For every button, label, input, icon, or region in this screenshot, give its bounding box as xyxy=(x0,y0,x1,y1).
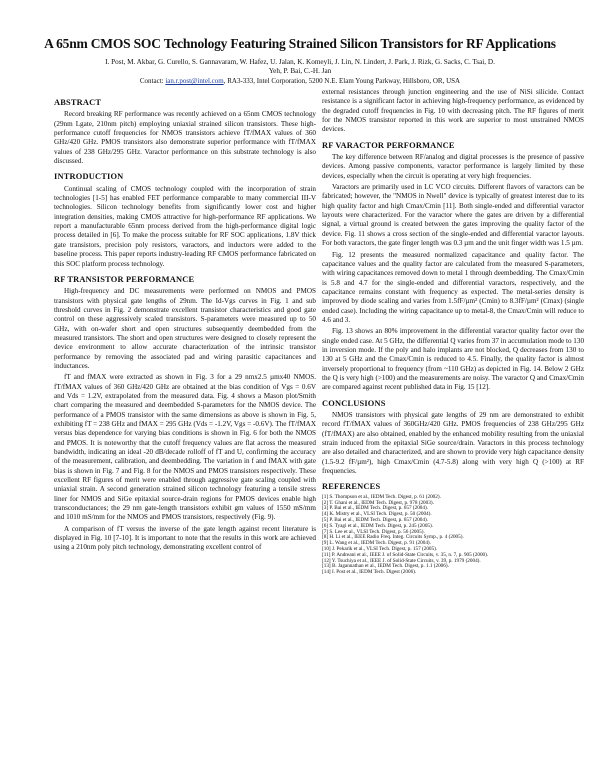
author-list xyxy=(20,58,580,76)
author-line-2: Yeh, P. Bai, C.-H. Jan xyxy=(268,67,332,75)
reference-item: [2] T. Ghani et al., IEDM Tech. Digest, p. 978 (2003). xyxy=(322,499,434,506)
reference-item: [14] I. Post et al., IEDM Tech. Digest (2006). xyxy=(322,569,417,576)
rf-transistor-heading: RF TRANSISTOR PERFORMANCE xyxy=(54,274,195,284)
rf-transistor-paragraph-3: A comparison of fT versus the inverse of the gate length against recent literature is displayed in Fig. 10 [7-10]. It is important to note that the results in this work are achieved using a 210nm poly pitch technology, demonstrating excellent control of xyxy=(54,524,316,552)
conclusions-text: NMOS transistors with physical gate lengths of 29 nm are demonstrated to exhibit record fT/fMAX values of 360GHz/420 GHz. PMOS frequencies of 238 GHz/295 GHz (fT/fMAX) are also obtained, enabled by the enhanced mobility resulting from the uniaxial strain induced from the epitaxial SiGe source/drain. Varactors in this process technology are also detailed and characterized, and are shown to provide very high capacitance density (1.5-9.2 fF/µm²), high Cmax/Cmin (4.7-5.8) along with very high Q (>100) at RF frequencies. xyxy=(322,411,584,476)
right-column xyxy=(322,88,584,576)
reference-item: [1] S. Thompson et al., IEDM Tech. Digest, p. 61 (2002). xyxy=(322,493,441,500)
reference-item: [13] B. Jagannathan et al., IEDM Tech. Digest, p. 1.1 (2006). xyxy=(322,563,449,570)
reference-item: [11] P. Andreani et al., IEEE J. of Solid-State Circuits, v. 35, n. 7, p. 905 (2000). xyxy=(322,551,489,558)
paper-title: A 65nm CMOS SOC Technology Featuring Strained Silicon Transistors for RF Applications xyxy=(44,36,556,51)
reference-item: [10] J. Pekarik et al., VLSI Tech. Digest, p. 157 (2005). xyxy=(322,545,438,552)
author-line-1: I. Post, M. Akbar, G. Curello, S. Gannavaram, W. Hafez, U. Jalan, K. Komeyli, J. Lin, N. Lindert, J. Park, J. Rizk, G. Sacks, C. Tsai, D. xyxy=(105,58,495,66)
contact-email-link[interactable]: ian.r.post@intel.com xyxy=(165,77,224,85)
varactor-paragraph-3: Fig. 12 presents the measured normalized capacitance and quality factor. The capacitance values and the quality factor are calculated from the measured S-parameters, with wiring capacitances removed down to metal 1 through deembedding. The Cmax/Cmin is 5.8 and 4.7 for the single-ended and differential varactors, respectively, and the capacitance remains constant with frequency as expected. The metal-series density is improved by diode scaling and varies from 1.5fF/µm² (Cmin) to 8.3fF/µm² (Cmax) (single ended case). Including the wiring capacitance up to metal-8, the Cmax/Cmin will reduce to 4.6 and 3. xyxy=(322,250,584,324)
reference-item: [4] K. Mistry et al., VLSI Tech. Digest, p. 50 (2004). xyxy=(322,511,432,518)
reference-item: [9] L. Wang et al., IEDM Tech. Digest, p. 91 (2004). xyxy=(322,540,431,547)
varactor-heading: RF VARACTOR PERFORMANCE xyxy=(322,140,455,150)
contact-line xyxy=(20,77,580,86)
reference-item: [12] Y. Tsuchiya et al., IEEE J. of Solid-State Circuits, v. 39, p. 1979 (2004). xyxy=(322,557,481,564)
abstract-text: Record breaking RF performance was recently achieved on a 65nm CMOS technology (29nm Lgate, 210nm pitch) employing uniaxial strained silicon transistors. These high-performance cutoff frequencies for NMOS transistors achieve fT/fMAX values of 360 GHz/420 GHz. PMOS transistors also demonstrate superior performance with fT/fMAX values of 238 GHz/295 GHz. Varactor performance on this substrate technology is also discussed. xyxy=(54,110,316,166)
varactor-paragraph-1: The key difference between RF/analog and digital processes is the presence of passive devices. Among passive components, varactor performance is largely limited by these devices, especially when the circuit is operating at very high frequencies. xyxy=(322,153,584,180)
reference-item: [5] P. Bai et al., IEDM Tech. Digest, p. 657 (2004). xyxy=(322,516,429,523)
reference-item: [3] P. Bai et al., IEDM Tech. Digest, p. 657 (2004). xyxy=(322,505,429,512)
contact-address: , RA3-333, Intel Corporation, 5200 N.E. Elam Young Parkway, Hillsboro, OR, USA xyxy=(223,77,461,85)
reference-item: [8] H. Li et al., IEEE Radio Freq. Integ. Circuits Symp., p. 4 (2005). xyxy=(322,534,464,541)
varactor-paragraph-4: Fig. 13 shows an 80% improvement in the differential varactor quality factor over the single ended case. At 5 GHz, the differential Q varies from 37 in accumulation mode to 130 in inversion mode. If the poly and halo implants are not blocked, Q decreases from 130 to 130 at 5 GHz and the Cmax/Cmin is reduced to 4.5. Finally, the quality factor is almost inversely proportional to frequency (from ~110 GHz) as depicted in Fig. 14. Below 2 GHz the Q is very high (>100) and the measurements are noisy. The varactor Q and Cmax/Cmin are compared against recent published data in Fig. 15 [12]. xyxy=(322,327,585,392)
reference-item: [6] S. Tyagi et al., IEDM Tech. Digest, p. 245 (2005). xyxy=(322,522,434,529)
continued-paragraph: external resistances through junction engineering and the use of NiSi silicide. Contact resistance is a significant factor in achieving high-frequency performance, as evidenced by the degraded cutoff frequencies in Fig. 10 with decreasing pitch. The RF figures of merit for the NMOS transistor reported in this work are superior to most unstrained NMOS devices. xyxy=(322,88,584,134)
references-heading: REFERENCES xyxy=(322,482,381,492)
introduction-text: Continual scaling of CMOS technology coupled with the incorporation of strain technologies [1-5] has enabled FET performance comparable to many commercial III-V technologies. Silicon technology benefits from significantly lower cost and higher integration densities, making CMOS attractive for high-performance RF applications. We report a manufacturable 65nm process derived from the high-performance digital logic process detailed in [6]. To make the process suitable for RF SOC applications, 1.8V thick gate transistors, precision poly resistors, varactors, and inductors were added to the baseline process. This paper reports industry-leading RF CMOS performance fabricated on this SOC platform process technology. xyxy=(54,184,316,268)
rf-transistor-paragraph-2: fT and fMAX were extracted as shown in Fig. 3 for a 29 nmx2.5 µmx40 NMOS. fT/fMAX values of 360 GHz/420 GHz are obtained at the bias condition of Vgs = 0.6V and Vds = 1.2V, extrapolated from the measured data. Fig. 4 shows a Mason plot/Smith chart comparing the measured and deembedded S-parameters for the NMOS device. The performance of a PMOS transistor with the same dimensions as above is shown in Fig. 5, exhibiting fT = 238 GHz and fMAX = 295 GHz (Vds = -1.2V, Vgs = -0.6V). The fT/fMAX versus bias dependence for varying bias conditions is shown in Fig. 6 for both the NMOS and PMOS. It is noteworthy that the cutoff frequency values are flat across the measured bandwidth, indicating an ideal -20 dB/decade rolloff of fT and U, confirming the accuracy of the measurement, calibration, and deembedding. The variation in f and fMAX with gate bias is shown in Fig. 7 and Fig. 8 for the NMOS and PMOS transistors respectively. These excellent RF figures of merit were enabled through aggressive gate scaling coupled with uniaxial strain. A second generation strained silicon technology featuring a tensile stress liner for NMOS and SiGe epitaxial source-drain regions for PMOS devices enable high transconductances; the 29 nm gate-length transistors exhibit gm values of 1550 mS/mm and 1010 mS/mm for the NMOS and PMOS transistors, respectively (Fig. 9). xyxy=(54,373,316,522)
contact-prefix: Contact: xyxy=(139,77,164,85)
abstract-heading: ABSTRACT xyxy=(54,98,102,107)
conclusions-heading: CONCLUSIONS xyxy=(322,398,386,408)
varactor-paragraph-2: Varactors are primarily used in LC VCO circuits. Different flavors of varactors can be fabricated; however, the "NMOS in Nwell" device is typically of greatest interest due to its high quality factor and high Cmax/Cmin [11]. Both single-ended and differential varactor layouts were characterized. For the varactor where the gates are driven by a differential signal, a virtual ground is created between the gates improving the quality factor of the device. Fig. 11 shows a cross section of the single-ended and differential varactor layouts. For both varactors, the gate finger length was 0.3 µm and the unit finger width was 1.5 µm. xyxy=(322,183,584,248)
left-column xyxy=(54,92,316,555)
reference-item: [7] S. Lee et al., VLSI Tech. Digest, p. 56 (2005). xyxy=(322,528,425,535)
introduction-heading: INTRODUCTION xyxy=(54,172,124,182)
rf-transistor-paragraph-1: High-frequency and DC measurements were performed on NMOS and PMOS transistors with physical gate lengths of 29nm. The Id-Vgs curves in Fig. 1 and sub threshold curves in Fig. 2 demonstrate excellent transistor characteristics and good gate control on these aggressively scaled transistors. S-parameters were measured up to 50 GHz, with on-wafer short and open structures subsequently deembedded from the measured transistors. The short and open structures were designed to closely represent the device environment to allow accurate characterization of the intrinsic transistor performance by removing the associated pad and wiring parasitic capacitances and inductances. xyxy=(54,287,316,370)
reference-list xyxy=(322,495,584,576)
